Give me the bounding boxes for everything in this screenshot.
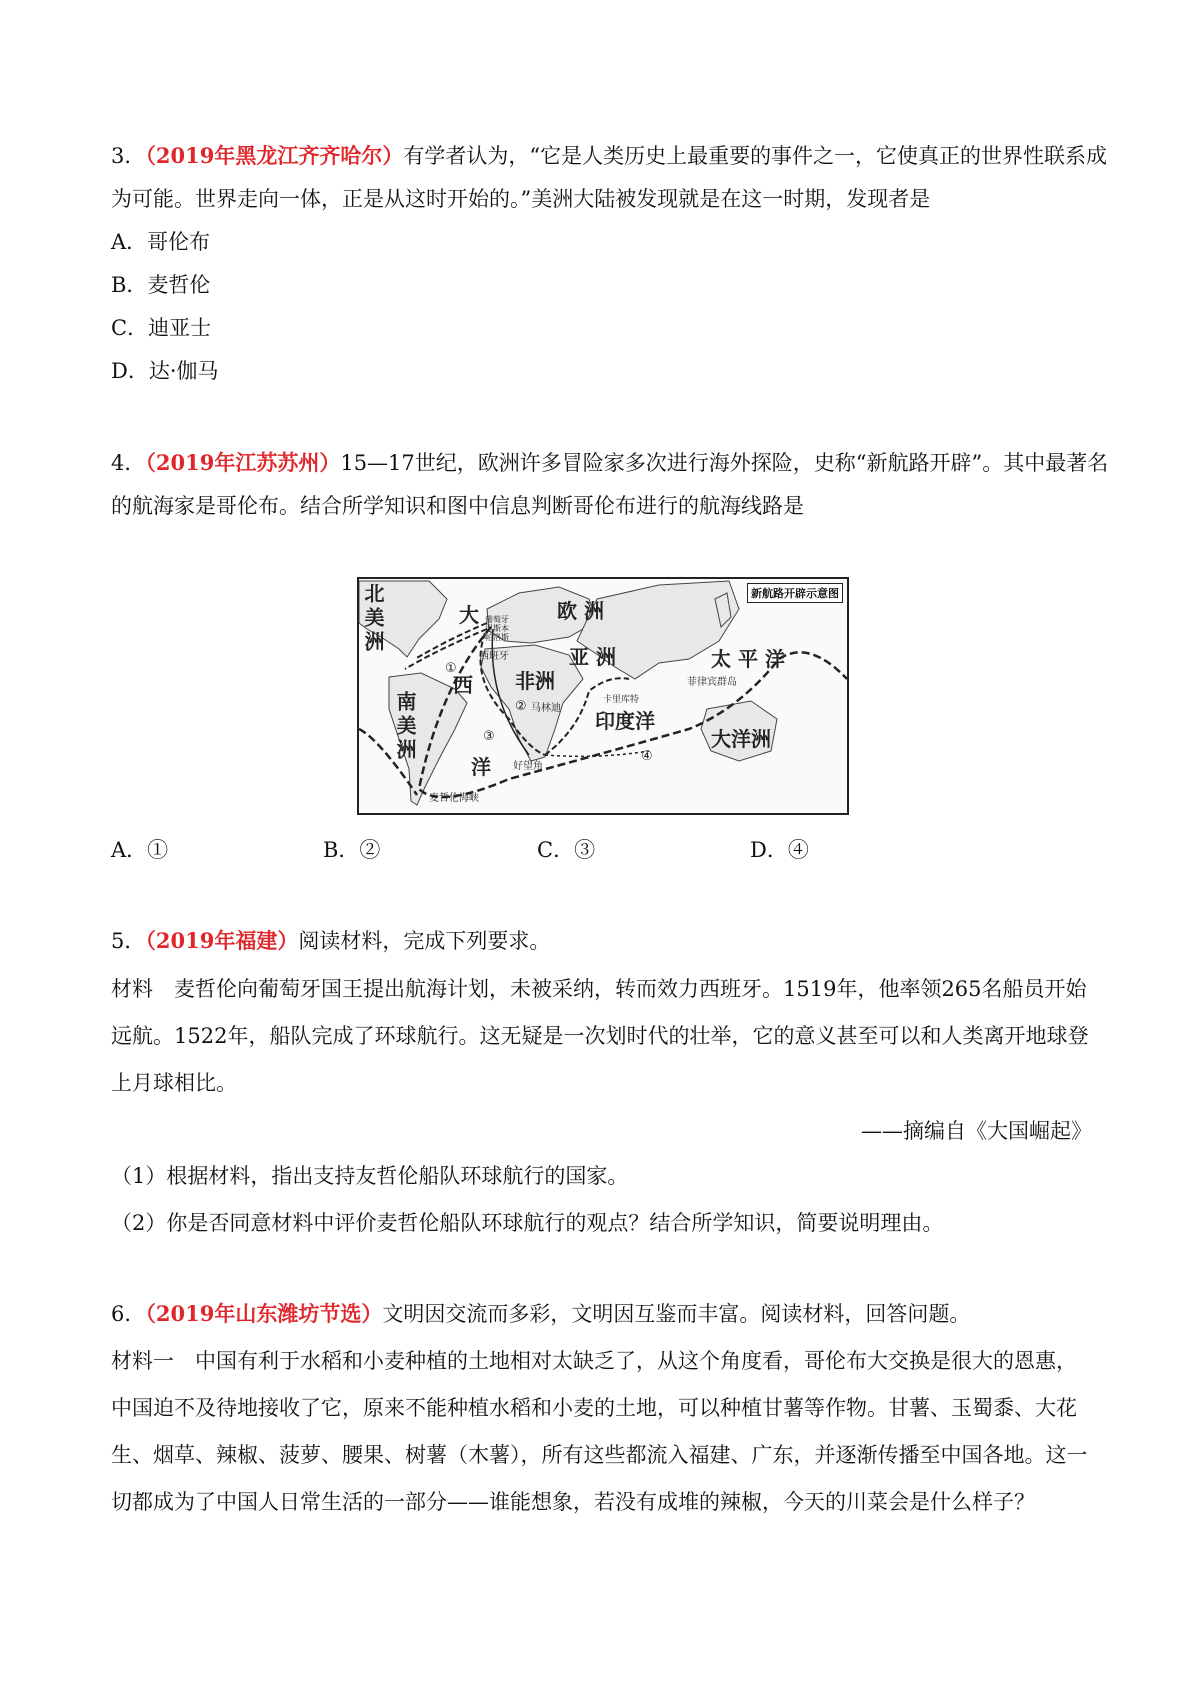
q6-material-line4: 切都成为了中国人日常生活的一部分——谁能想象，若没有成堆的辣椒，今天的川菜会是什么样子？ <box>111 1490 1035 1514</box>
q5-number: 5． <box>111 929 146 953</box>
q6-source: （2019年山东潍坊节选） <box>145 1301 383 1326</box>
map-label-route-2: ② <box>515 699 527 714</box>
q4-source: （2019年江苏苏州） <box>145 450 341 475</box>
q6-intro: 文明因交流而多彩，文明因互鉴而丰富。阅读材料，回答问题。 <box>382 1302 971 1326</box>
q5-sub1: （1）根据材料，指出支持友哲伦船队环球航行的国家。 <box>111 1164 629 1188</box>
q6-line-intro <box>111 1300 970 1328</box>
map-label-route-3: ③ <box>483 729 495 744</box>
map-label-pacific: 太 平 洋 <box>711 647 785 671</box>
map-label-route-4: ④ <box>641 749 653 764</box>
q5-source: （2019年福建） <box>145 928 299 953</box>
map-label-atlantic-da: 大 <box>459 603 479 627</box>
map-label-north-america: 北美洲 <box>361 583 385 655</box>
q3-line1 <box>111 142 1107 170</box>
q3-option-d: D．达·伽马 <box>111 359 219 383</box>
map-label-magellan-strait: 麦哲伦海峡 <box>429 793 479 804</box>
q3-option-b: B．麦哲伦 <box>111 273 211 297</box>
q4-option-d: D．④ <box>750 838 809 862</box>
map-title: 新航路开辟示意图 <box>747 583 843 603</box>
map-label-europe: 欧 洲 <box>557 599 604 623</box>
map-label-philippines: 菲律宾群岛 <box>687 677 737 688</box>
q4-line1 <box>111 449 1108 477</box>
map-label-atlantic-xi: 西 <box>453 673 473 697</box>
map-label-indian-ocean: 印度洋 <box>595 709 655 733</box>
q3-line2: 为可能。世界走向一体，正是从这时开始的。”美洲大陆被发现就是在这一时期，发现者是 <box>111 187 931 211</box>
q6-material-line1: 材料一 中国有利于水稻和小麦种植的土地相对太缺乏了，从这个角度看，哥伦布大交换是很大的恩惠， <box>111 1349 1077 1373</box>
q3-number: 3． <box>111 144 146 168</box>
q5-sub2: （2）你是否同意材料中评价麦哲伦船队环球航行的观点？结合所学知识，简要说明理由。 <box>111 1211 944 1235</box>
q5-intro: 阅读材料，完成下列要求。 <box>298 929 551 953</box>
map-label-atlantic-yang: 洋 <box>471 755 491 779</box>
q4-option-a: A．① <box>111 838 169 862</box>
map-label-calicut: 卡里库特 <box>603 695 640 705</box>
map-label-africa: 非洲 <box>515 669 555 693</box>
new-routes-map <box>357 577 849 815</box>
map-label-oceania: 大洋洲 <box>711 727 771 751</box>
q3-option-a: A．哥伦布 <box>111 230 211 254</box>
q3-text1: 有学者认为，“它是人类历史上最重要的事件之一，它使真正的世界性联系成 <box>403 144 1108 168</box>
q6-material-line2: 中国迫不及待地接收了它，原来不能种植水稻和小麦的土地，可以种植甘薯等作物。甘薯、玉蜀黍、大花 <box>111 1396 1077 1420</box>
map-label-malindi: 马林迪 <box>531 703 561 714</box>
map-label-spain: 西班牙 <box>479 651 509 662</box>
q3-source: （2019年黑龙江齐齐哈尔） <box>145 143 404 168</box>
map-label-south-america: 南美洲 <box>393 691 417 763</box>
q4-option-b: B．② <box>323 838 381 862</box>
q5-material-line2: 远航。1522年，船队完成了环球航行。这无疑是一次划时代的壮举，它的意义甚至可以和人类离开地球登 <box>111 1024 1089 1048</box>
q4-line2: 的航海家是哥伦布。结合所学知识和图中信息判断哥伦布进行的航海线路是 <box>111 494 804 518</box>
q3-option-c: C．迪亚士 <box>111 316 212 340</box>
q6-material-line3: 生、烟草、辣椒、菠萝、腰果、树薯（木薯），所有这些都流入福建、广东，并逐渐传播至中国各地。这一 <box>111 1443 1088 1467</box>
q4-text1: 15—17世纪，欧洲许多冒险家多次进行海外探险，史称“新航路开辟”。其中最著名 <box>340 451 1109 475</box>
q4-number: 4． <box>111 451 146 475</box>
q5-line-intro <box>111 927 550 955</box>
map-label-route-1: ① <box>445 661 457 676</box>
map-label-lisbon-palos: 葡萄牙 里斯本 帕洛斯 <box>485 615 509 642</box>
q4-option-c: C．③ <box>537 838 596 862</box>
q6-number: 6． <box>111 1302 146 1326</box>
q5-material-line1: 材料 麦哲伦向葡萄牙国王提出航海计划，未被采纳，转而效力西班牙。1519年，他率领265名船员开始 <box>111 977 1087 1001</box>
map-label-good-hope: 好望角 <box>513 761 543 772</box>
q5-citation: ——摘编自《大国崛起》 <box>861 1119 1092 1143</box>
q5-material-line3: 上月球相比。 <box>111 1071 237 1095</box>
map-label-asia: 亚 洲 <box>569 645 616 669</box>
